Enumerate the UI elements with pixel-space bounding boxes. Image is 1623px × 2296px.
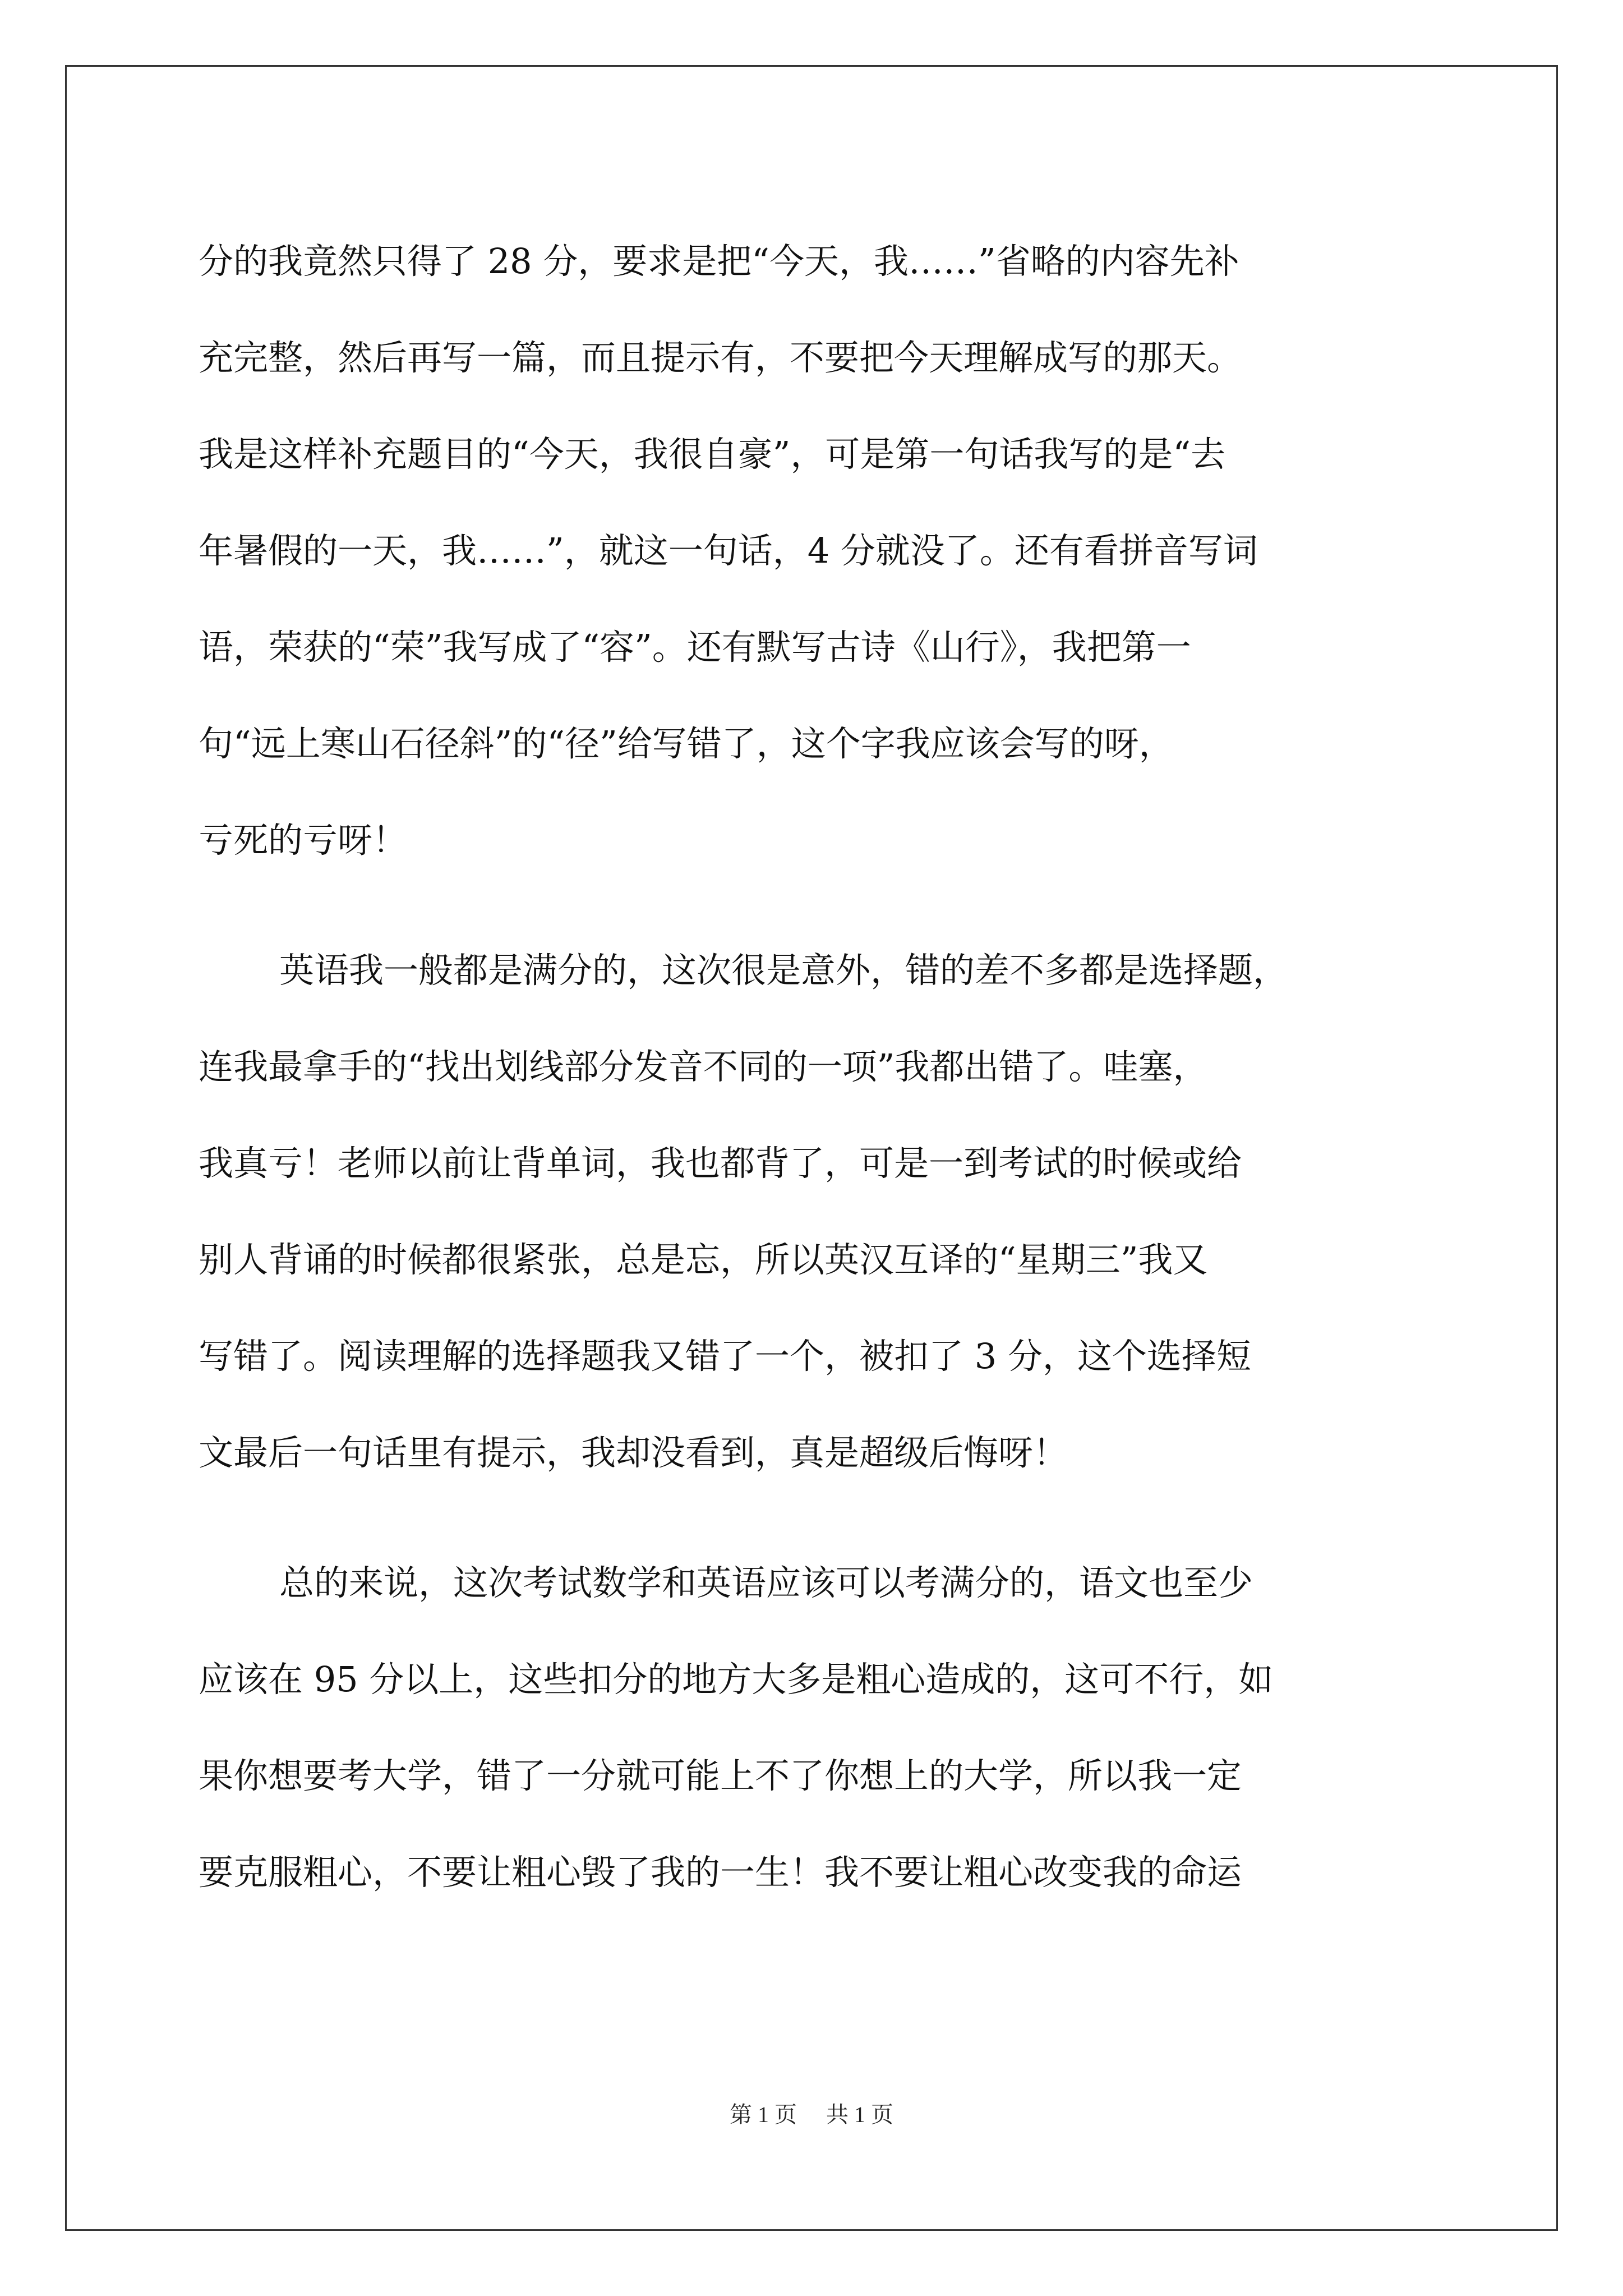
text-line: 充完整，然后再写一篇，而且提示有，不要把今天理解成写的那天。 [199,337,1242,378]
text-line: 句“远上寒山石径斜”的“径”给写错了，这个字我应该会写的呀， [199,723,1174,764]
text-line: 我真亏！老师以前让背单词，我也都背了，可是一到考试的时候或给 [199,1143,1242,1184]
paragraph [199,922,1432,1501]
text-line: 文最后一句话里有提示，我却没看到，真是超级后悔呀！ [199,1432,1068,1473]
text-line: 英语我一般都是满分的，这次很是意外，错的差不多都是选择题， [279,950,1288,991]
paragraph [199,213,1432,889]
text-line: 年暑假的一天，我……”，就这一句话，4 分就没了。还有看拼音写词 [199,530,1258,571]
text-line: 总的来说，这次考试数学和英语应该可以考满分的，语文也至少 [279,1562,1253,1603]
text-line: 语，荣获的“荣”我写成了“容”。还有默写古诗《山行》，我把第一 [199,627,1191,668]
text-line: 分的我竟然只得了 28 分，要求是把“今天，我……”省略的内容先补 [199,241,1239,282]
page-total: 共 1 页 [826,2102,893,2127]
text-line: 果你想要考大学，错了一分就可能上不了你想上的大学，所以我一定 [199,1755,1242,1796]
document-body [199,213,1432,1921]
text-line: 应该在 95 分以上，这些扣分的地方大多是粗心造成的，这可不行，如 [199,1659,1274,1700]
text-line: 写错了。阅读理解的选择题我又错了一个，被扣了 3 分，这个选择短 [199,1336,1251,1377]
page-number: 第 1 页 [730,2102,797,2127]
text-line: 我是这样补充题目的“今天，我很自豪”，可是第一句话我写的是“去 [199,434,1226,475]
page-footer [0,2101,1623,2129]
text-line: 别人背诵的时候都很紧张，总是忘，所以英汉互译的“星期三”我又 [199,1239,1208,1280]
paragraph [199,1535,1432,1921]
text-line: 要克服粗心，不要让粗心毁了我的一生！我不要让粗心改变我的命运 [199,1852,1242,1893]
text-line: 亏死的亏呀！ [199,820,408,861]
text-line: 连我最拿手的“找出划线部分发音不同的一项”我都出错了。哇塞， [199,1046,1208,1087]
